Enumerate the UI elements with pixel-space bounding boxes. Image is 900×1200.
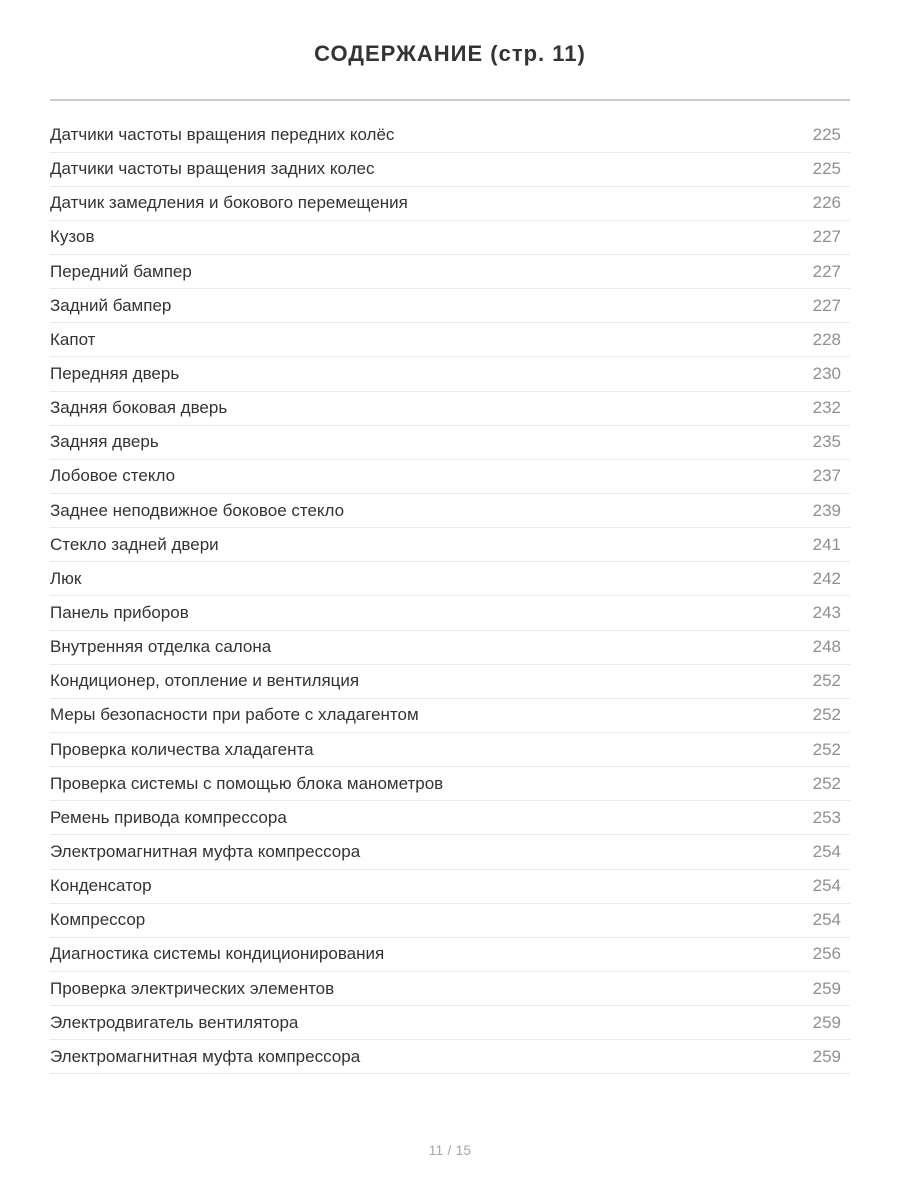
toc-row[interactable] bbox=[50, 323, 850, 357]
toc-row[interactable] bbox=[50, 699, 850, 733]
toc-entry-page-number: 225 bbox=[812, 159, 841, 179]
toc-entry-label: Меры безопасности при работе с хладагентом bbox=[50, 705, 419, 725]
toc-entry-label: Диагностика системы кондиционирования bbox=[50, 944, 385, 964]
toc-row[interactable] bbox=[50, 835, 850, 869]
toc-row[interactable] bbox=[50, 562, 850, 596]
toc-row[interactable] bbox=[50, 1040, 850, 1074]
toc-entry-label: Электромагнитная муфта компрессора bbox=[50, 842, 361, 862]
toc-entry-label: Внутренняя отделка салона bbox=[50, 637, 272, 657]
toc-entry-page-number: 235 bbox=[812, 432, 841, 452]
toc-row[interactable] bbox=[50, 357, 850, 391]
toc-entry-label: Лобовое стекло bbox=[50, 466, 176, 486]
toc-entry-page-number: 256 bbox=[812, 944, 841, 964]
toc-entry-page-number: 227 bbox=[812, 295, 841, 315]
toc-entry-label: Передний бампер bbox=[50, 261, 192, 281]
toc-entry-page-number: 254 bbox=[812, 876, 841, 896]
toc-row[interactable] bbox=[50, 221, 850, 255]
toc-entry-page-number: 227 bbox=[812, 227, 841, 247]
toc-entry-label: Датчики частоты вращения передних колёс bbox=[50, 125, 395, 145]
page-indicator: 11 / 15 bbox=[428, 1143, 472, 1159]
toc-entry-page-number: 248 bbox=[812, 637, 841, 657]
toc-row[interactable] bbox=[50, 596, 850, 630]
toc-entry-label: Задняя дверь bbox=[50, 432, 159, 452]
toc-row[interactable] bbox=[50, 870, 850, 904]
toc-entry-label: Передняя дверь bbox=[50, 364, 180, 384]
toc-entry-label: Конденсатор bbox=[50, 876, 152, 896]
toc-entry-page-number: 230 bbox=[812, 364, 841, 384]
toc-entry-page-number: 259 bbox=[812, 1012, 841, 1032]
toc-entry-page-number: 242 bbox=[812, 568, 841, 588]
toc-entry-page-number: 252 bbox=[812, 705, 841, 725]
toc-row[interactable] bbox=[50, 528, 850, 562]
toc-entry-page-number: 259 bbox=[812, 978, 841, 998]
toc-entry-page-number: 232 bbox=[812, 398, 841, 418]
toc-entry-page-number: 227 bbox=[812, 261, 841, 281]
toc-row[interactable] bbox=[50, 904, 850, 938]
toc-entry-label: Проверка электрических элементов bbox=[50, 978, 335, 998]
toc-row[interactable] bbox=[50, 392, 850, 426]
toc-entry-label: Проверка системы с помощью блока манометров bbox=[50, 773, 444, 793]
toc-entry-page-number: 252 bbox=[812, 739, 841, 759]
toc-entry-page-number: 228 bbox=[812, 329, 841, 349]
toc-row[interactable] bbox=[50, 153, 850, 187]
toc-row[interactable] bbox=[50, 426, 850, 460]
toc-entry-page-number: 226 bbox=[812, 193, 841, 213]
toc-entry-page-number: 259 bbox=[812, 1046, 841, 1066]
toc-entry-label: Компрессор bbox=[50, 910, 146, 930]
toc-entry-label: Проверка количества хладагента bbox=[50, 739, 314, 759]
page-title: СОДЕРЖАНИЕ (стр. 11) bbox=[314, 41, 586, 66]
toc-entry-page-number: 252 bbox=[812, 773, 841, 793]
toc-list bbox=[50, 101, 850, 1074]
toc-entry-page-number: 254 bbox=[812, 910, 841, 930]
toc-entry-label: Кузов bbox=[50, 227, 95, 247]
toc-row[interactable] bbox=[50, 460, 850, 494]
toc-row[interactable] bbox=[50, 255, 850, 289]
toc-row[interactable] bbox=[50, 119, 850, 153]
toc-entry-page-number: 239 bbox=[812, 500, 841, 520]
toc-entry-label: Датчики частоты вращения задних колес bbox=[50, 159, 375, 179]
toc-row[interactable] bbox=[50, 1006, 850, 1040]
toc-row[interactable] bbox=[50, 801, 850, 835]
toc-entry-label: Задняя боковая дверь bbox=[50, 398, 228, 418]
toc-entry-label: Стекло задней двери bbox=[50, 534, 219, 554]
toc-entry-label: Панель приборов bbox=[50, 603, 189, 623]
toc-entry-label: Капот bbox=[50, 329, 96, 349]
toc-entry-label: Задний бампер bbox=[50, 295, 172, 315]
toc-entry-page-number: 237 bbox=[812, 466, 841, 486]
toc-entry-label: Кондиционер, отопление и вентиляция bbox=[50, 671, 360, 691]
toc-entry-page-number: 253 bbox=[812, 807, 841, 827]
toc-row[interactable] bbox=[50, 494, 850, 528]
toc-row[interactable] bbox=[50, 972, 850, 1006]
toc-row[interactable] bbox=[50, 733, 850, 767]
toc-entry-page-number: 254 bbox=[812, 842, 841, 862]
toc-row[interactable] bbox=[50, 631, 850, 665]
toc-entry-label: Датчик замедления и бокового перемещения bbox=[50, 193, 408, 213]
toc-row[interactable] bbox=[50, 187, 850, 221]
toc-row[interactable] bbox=[50, 289, 850, 323]
toc-row[interactable] bbox=[50, 938, 850, 972]
toc-entry-label: Люк bbox=[50, 568, 82, 588]
toc-entry-page-number: 252 bbox=[812, 671, 841, 691]
toc-entry-page-number: 241 bbox=[812, 534, 841, 554]
toc-entry-page-number: 225 bbox=[812, 125, 841, 145]
toc-row[interactable] bbox=[50, 767, 850, 801]
toc-entry-label: Ремень привода компрессора bbox=[50, 807, 287, 827]
toc-entry-label: Электромагнитная муфта компрессора bbox=[50, 1046, 361, 1066]
toc-entry-label: Электродвигатель вентилятора bbox=[50, 1012, 299, 1032]
toc-entry-label: Заднее неподвижное боковое стекло bbox=[50, 500, 345, 520]
toc-row[interactable] bbox=[50, 665, 850, 699]
toc-entry-page-number: 243 bbox=[812, 603, 841, 623]
